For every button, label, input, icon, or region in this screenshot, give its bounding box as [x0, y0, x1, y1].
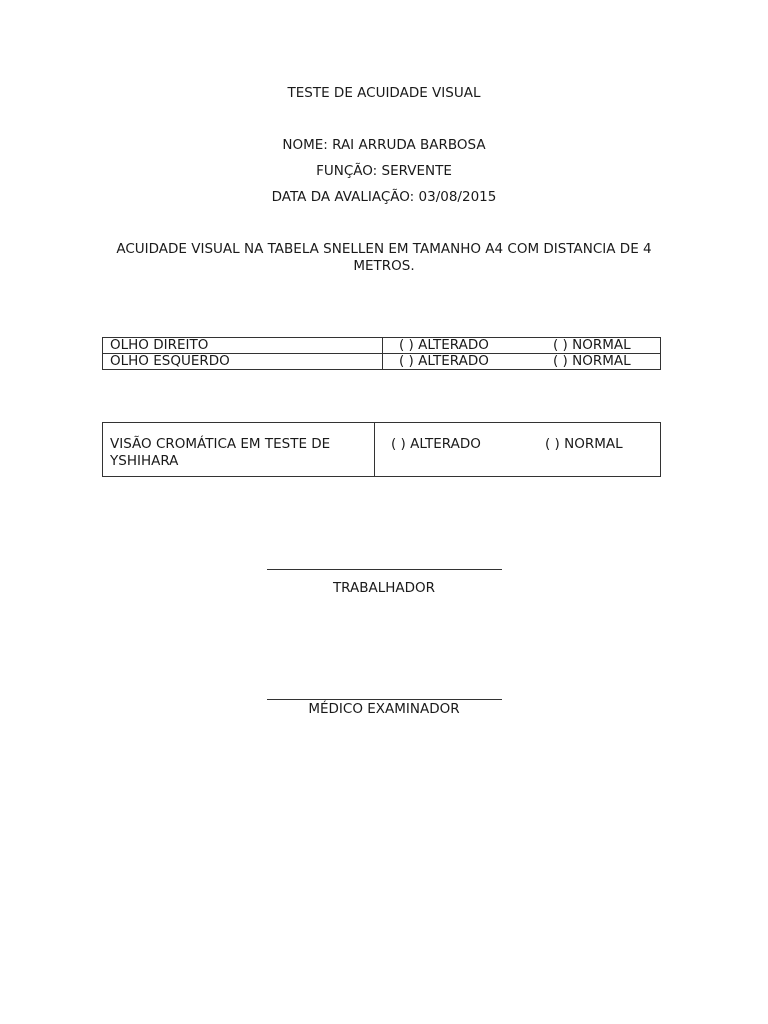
- table-row: [103, 354, 661, 370]
- eye-options-left: [383, 354, 661, 370]
- normal-checkbox[interactable]: ( ) NORMAL: [553, 353, 631, 369]
- eye-options-right: [383, 338, 661, 354]
- worker-function: FUNÇÃO: SERVENTE: [316, 163, 452, 179]
- normal-checkbox[interactable]: ( ) NORMAL: [545, 436, 623, 452]
- doctor-signature-line[interactable]: [267, 699, 502, 700]
- table-row: [103, 423, 661, 477]
- worker-name: NOME: RAI ARRUDA BARBOSA: [282, 137, 486, 153]
- worker-signature-line[interactable]: [267, 569, 502, 570]
- evaluation-date: DATA DA AVALIAÇÃO: 03/08/2015: [271, 189, 497, 205]
- altered-checkbox[interactable]: ( ) ALTERADO: [391, 436, 481, 452]
- eye-label-right: OLHO DIREITO: [103, 338, 383, 354]
- doctor-signature-label: MÉDICO EXAMINADOR: [308, 701, 460, 717]
- altered-checkbox[interactable]: ( ) ALTERADO: [399, 337, 489, 353]
- eye-label-left: OLHO ESQUERDO: [103, 354, 383, 370]
- normal-checkbox[interactable]: ( ) NORMAL: [553, 337, 631, 353]
- altered-checkbox[interactable]: ( ) ALTERADO: [399, 353, 489, 369]
- worker-signature-label: TRABALHADOR: [332, 580, 436, 596]
- test-description: ACUIDADE VISUAL NA TABELA SNELLEN EM TAMANHO A4 COM DISTANCIA DE 4 METROS.: [116, 241, 652, 274]
- table-row: [103, 338, 661, 354]
- color-vision-options: [375, 423, 661, 477]
- color-vision-label: VISÃO CROMÁTICA EM TESTE DE YSHIHARA: [103, 423, 375, 477]
- color-vision-table: [102, 422, 661, 477]
- eye-results-table: [102, 337, 661, 370]
- document-title: TESTE DE ACUIDADE VISUAL: [287, 85, 481, 101]
